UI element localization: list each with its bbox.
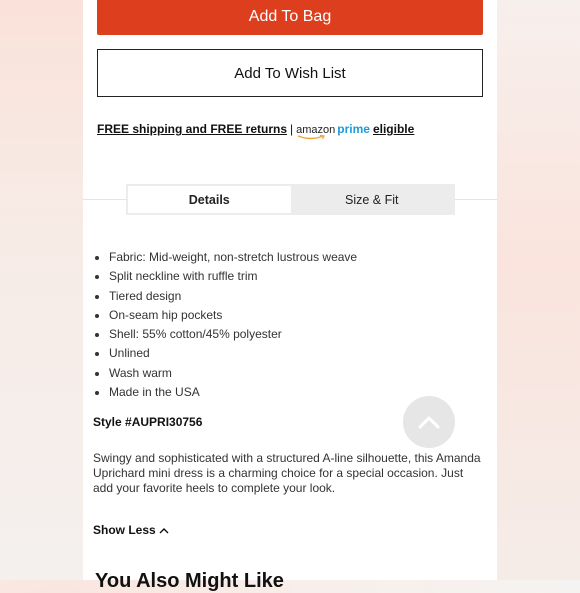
list-item: • Fabric: Mid-weight, non-stretch lustrous weave <box>109 248 357 267</box>
details-tabs <box>126 184 455 215</box>
shipping-info <box>97 122 414 136</box>
details-list <box>93 248 357 402</box>
show-less-button[interactable] <box>93 523 169 537</box>
background-left <box>0 0 83 580</box>
shipping-separator: | <box>290 122 294 136</box>
amazon-logo <box>296 124 335 136</box>
list-item: • Tiered design <box>109 287 357 306</box>
add-to-wish-list-label: Add To Wish List <box>234 64 346 82</box>
prime-eligible-link[interactable]: eligible <box>372 122 415 136</box>
list-item: • Shell: 55% cotton/45% polyester <box>109 325 357 344</box>
add-to-bag-button[interactable] <box>97 0 483 35</box>
background-right <box>497 0 580 580</box>
add-to-wish-list-button[interactable] <box>97 49 483 97</box>
list-item: • Made in the USA <box>109 383 357 402</box>
product-details-panel <box>83 0 497 592</box>
amazon-smile-icon <box>297 135 327 141</box>
tab-size-fit[interactable] <box>291 186 454 213</box>
also-like-heading: You Also Might Like <box>95 570 284 592</box>
list-item: • On-seam hip pockets <box>109 306 357 325</box>
tab-size-fit-label: Size & Fit <box>345 192 399 207</box>
chevron-up-icon <box>418 415 440 429</box>
chevron-up-icon <box>159 527 169 534</box>
product-description: Swingy and sophisticated with a structured A-line silhouette, this Amanda Uprichard mini dress is a charming choice for a special occasion. Just add your favorite heels to complete your look. <box>93 451 481 495</box>
tab-details-label: Details <box>188 192 230 207</box>
list-item: • Wash warm <box>109 364 357 383</box>
style-number: Style #AUPRI30756 <box>93 415 203 429</box>
amazon-wordmark: amazon <box>296 124 336 136</box>
show-less-label: Show Less <box>93 523 156 537</box>
list-item: • Unlined <box>109 344 357 363</box>
prime-logo: prime <box>337 122 370 136</box>
list-item: • Split neckline with ruffle trim <box>109 267 357 286</box>
tab-details[interactable] <box>128 186 291 213</box>
add-to-bag-label: Add To Bag <box>248 7 332 25</box>
scroll-to-top-button[interactable] <box>403 396 455 448</box>
free-shipping-link[interactable]: FREE shipping and FREE returns <box>97 122 288 136</box>
